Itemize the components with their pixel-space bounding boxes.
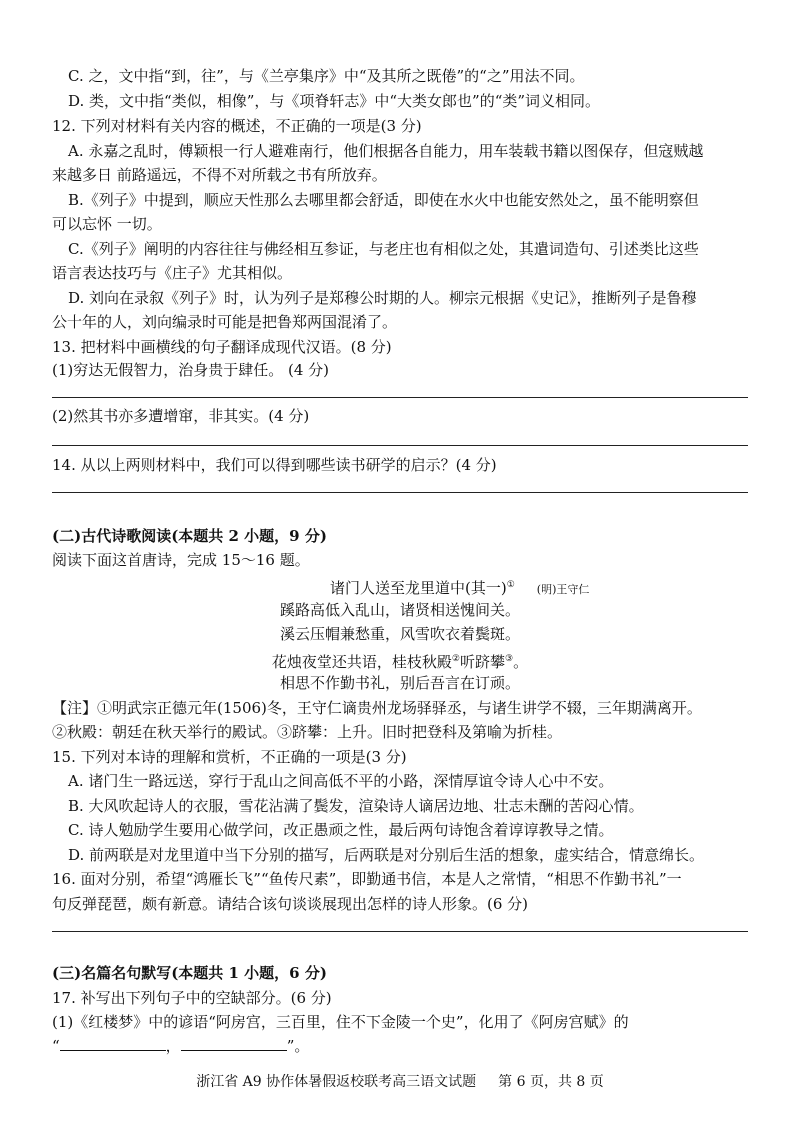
q12-option-b-line2: 可以忘怀 一切。: [52, 215, 162, 233]
q12-option-d-line1: D. 刘向在录叙《列子》时，认为列子是郑穆公时期的人。柳宗元根据《史记》，推断列子是鲁穆: [68, 289, 697, 307]
answer-line: [52, 397, 748, 398]
poem-line-3-part-c: 。: [513, 653, 529, 671]
q16-line-1: 16. 面对分别，希望“鸿雁长飞”“鱼传尺素”，即勤通书信，本是人之常情，“相思不作勤书礼”一: [52, 870, 682, 888]
answer-line: [52, 492, 748, 493]
poem-line-1: 蹊路高低入乱山，诸贤相送愧间关。: [279, 601, 520, 619]
poem-note-2: ②秋殿：朝廷在秋天举行的殿试。③跻攀：上升。旧时把登科及第喻为折桂。: [52, 723, 563, 741]
note-mark-3: ③: [505, 654, 514, 664]
poem-note-1: 【注】①明武宗正德元年(1506)冬，王守仁谪贵州龙场驿驿丞，与诸生讲学不辍，三年期满离开。: [52, 699, 702, 717]
q16-line-2: 句反弹琵琶，颇有新意。请结合该句谈谈展现出怎样的诗人形象。(6 分): [52, 895, 529, 913]
q12-option-a-line2: 来越多日 前路遥远，不得不对所载之书有所放弃。: [52, 166, 387, 184]
q13-stem: 13. 把材料中画横线的句子翻译成现代汉语。(8 分): [52, 338, 392, 356]
poem-line-3: [0, 647, 800, 674]
blank-separator: ，: [165, 1037, 181, 1055]
q11-option-d: D. 类，文中指“类似，相像”，与《项脊轩志》中“大类女郎也”的“类”词义相同。: [68, 92, 601, 110]
q15-stem: 15. 下列对本诗的理解和赏析，不正确的一项是(3 分): [52, 748, 407, 766]
q17-item-1-blanks: [52, 1034, 752, 1058]
close-quote: ”。: [286, 1037, 310, 1055]
q14-stem: 14. 从以上两则材料中，我们可以得到哪些读书研学的启示？(4 分): [52, 456, 497, 474]
footer-page-number: 第 6 页，共 8 页: [498, 1074, 604, 1090]
q15-option-a: A. 诸门生一路远送，穿行于乱山之间高低不平的小路，深情厚谊令诗人心中不安。: [68, 772, 614, 790]
section2-intro: 阅读下面这首唐诗，完成 15～16 题。: [52, 551, 310, 569]
q13-sentence-2: (2)然其书亦多遭增窜，非其实。(4 分): [52, 407, 310, 425]
footer-exam-title: 浙江省 A9 协作体暑假返校联考高三语文试题: [196, 1074, 477, 1090]
q15-option-c: C. 诗人勉励学生要用心做学问，改正愚顽之性，最后两句诗饱含着谆谆教导之情。: [68, 821, 614, 839]
q12-option-c-line2: 语言表达技巧与《庄子》尤其相似。: [52, 264, 293, 282]
q13-sentence-1: (1)穷达无假智力，治身贵于肆任。 (4 分): [52, 361, 330, 379]
note-mark-2: ②: [451, 654, 460, 664]
poem-line-3-part-b: 听跻攀: [459, 653, 505, 671]
q17-stem: 17. 补写出下列句子中的空缺部分。(6 分): [52, 989, 332, 1007]
answer-line: [52, 445, 748, 446]
page-footer: [0, 1071, 800, 1091]
q15-option-b: B. 大风吹起诗人的衣服，雪花沾满了鬓发，渲染诗人谪居边地、壮志未酬的苦闷心情。: [68, 797, 644, 815]
poem-author: (明)王守仁: [536, 583, 590, 596]
section2-heading: (二)古代诗歌阅读(本题共 2 小题，9 分): [52, 527, 327, 545]
q15-option-d: D. 前两联是对龙里道中当下分别的描写，后两联是对分别后生活的想象，虚实结合，情意绵长。: [68, 846, 705, 864]
answer-line: [52, 931, 748, 932]
fill-blank-1[interactable]: [60, 1036, 166, 1051]
open-quote: “: [52, 1037, 60, 1055]
poem-line-2: 溪云压帽兼愁重，风雪吹衣着鬓斑。: [279, 625, 520, 643]
poem-title-note-mark: ①: [506, 580, 515, 590]
q12-stem: 12. 下列对材料有关内容的概述，不正确的一项是(3 分): [52, 117, 422, 135]
section3-heading: (三)名篇名句默写(本题共 1 小题，6 分): [52, 964, 327, 982]
q12-option-d-line2: 公十年的人，刘向编录时可能是把鲁郑两国混淆了。: [52, 313, 398, 331]
poem-line-3-part-a: 花烛夜堂还共语，桂枝秋殿: [271, 653, 452, 671]
poem-line-4: 相思不作勤书礼，别后吾言在订顽。: [279, 674, 520, 692]
q17-item-1: (1)《红楼梦》中的谚语“阿房宫，三百里，住不下金陵一个史”，化用了《阿房宫赋》的: [52, 1013, 629, 1031]
q12-option-c-line1: C.《列子》阐明的内容往往与佛经相互参证，与老庄也有相似之处，其遣词造句、引述类比这些: [68, 240, 699, 258]
q12-option-a-line1: A. 永嘉之乱时，傅颖根一行人避难南行，他们根据各自能力，用车装载书籍以图保存，但寇贼越: [68, 142, 704, 160]
poem-title: 诸门人送至龙里道中(其一): [330, 579, 507, 597]
q11-option-c: C. 之，文中指“到，往”，与《兰亭集序》中“及其所之既倦”的“之”用法不同。: [68, 67, 585, 85]
fill-blank-2[interactable]: [181, 1036, 287, 1051]
q12-option-b-line1: B.《列子》中提到，顺应天性那么去哪里都会舒适，即使在水火中也能安然处之，虽不能明察但: [68, 191, 699, 209]
